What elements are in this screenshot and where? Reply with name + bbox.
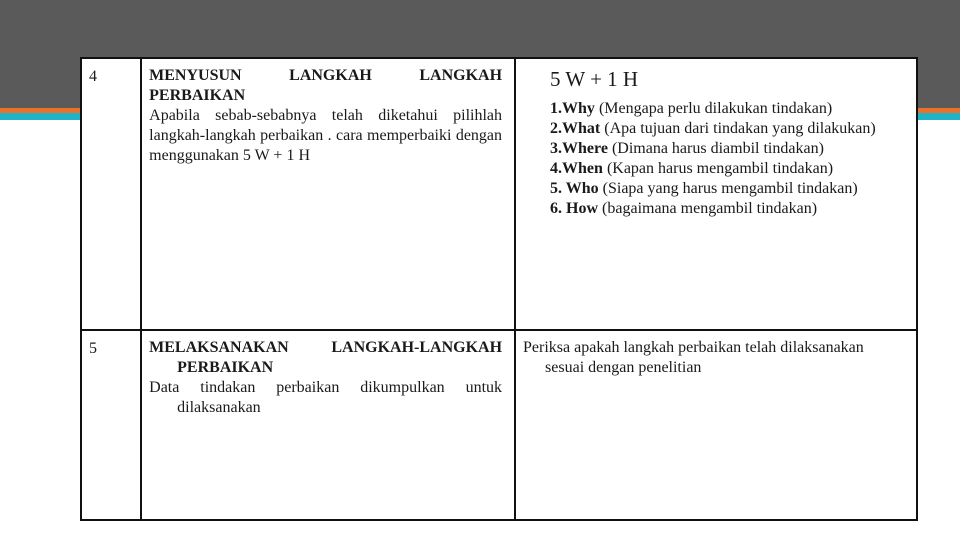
step-title-line2: PERBAIKAN [149,87,246,104]
question-list [550,99,904,219]
steps-table [80,57,918,521]
step-description: Data tindakan perbaikan dikumpulkan untuk dilaksanakan [149,379,503,416]
accent-stripe-teal-right [918,113,960,120]
step-title: MENYUSUN LANGKAH LANGKAH [149,67,503,84]
accent-stripe-teal-left [0,113,80,120]
step-description: Apabila sebab-sebabnya telah diketahui pilihlah langkah-langkah perbaikan . cara memperbaiki dengan menggunakan 5 W + 1 H [149,107,503,164]
table-row-4 [81,58,917,330]
list-item: 3.Where (Dimana harus diambil tindakan) [550,140,824,157]
list-item: 6. How (bagaimana mengambil tindakan) [550,200,818,217]
detail-cell [515,330,917,520]
step-cell [141,58,515,330]
row-number: 4 [81,58,141,330]
row-number: 5 [81,330,141,520]
list-item: 4.When (Kapan harus mengambil tindakan) [550,160,834,177]
detail-cell [515,58,917,330]
list-item: 2.What (Apa tujuan dari tindakan yang dilakukan) [550,120,876,137]
step-cell [141,330,515,520]
formula-heading: 5 W + 1 H [550,67,639,91]
list-item: 1.Why (Mengapa perlu dilakukan tindakan) [550,100,833,117]
step-title: MELAKSANAKAN LANGKAH-LANGKAH PERBAIKAN [149,339,503,376]
detail-text: Periksa apakah langkah perbaikan telah dilaksanakan sesuai dengan penelitian [523,339,864,376]
list-item: 5. Who (Siapa yang harus mengambil tindakan) [550,180,858,197]
table-row-5 [81,330,917,520]
